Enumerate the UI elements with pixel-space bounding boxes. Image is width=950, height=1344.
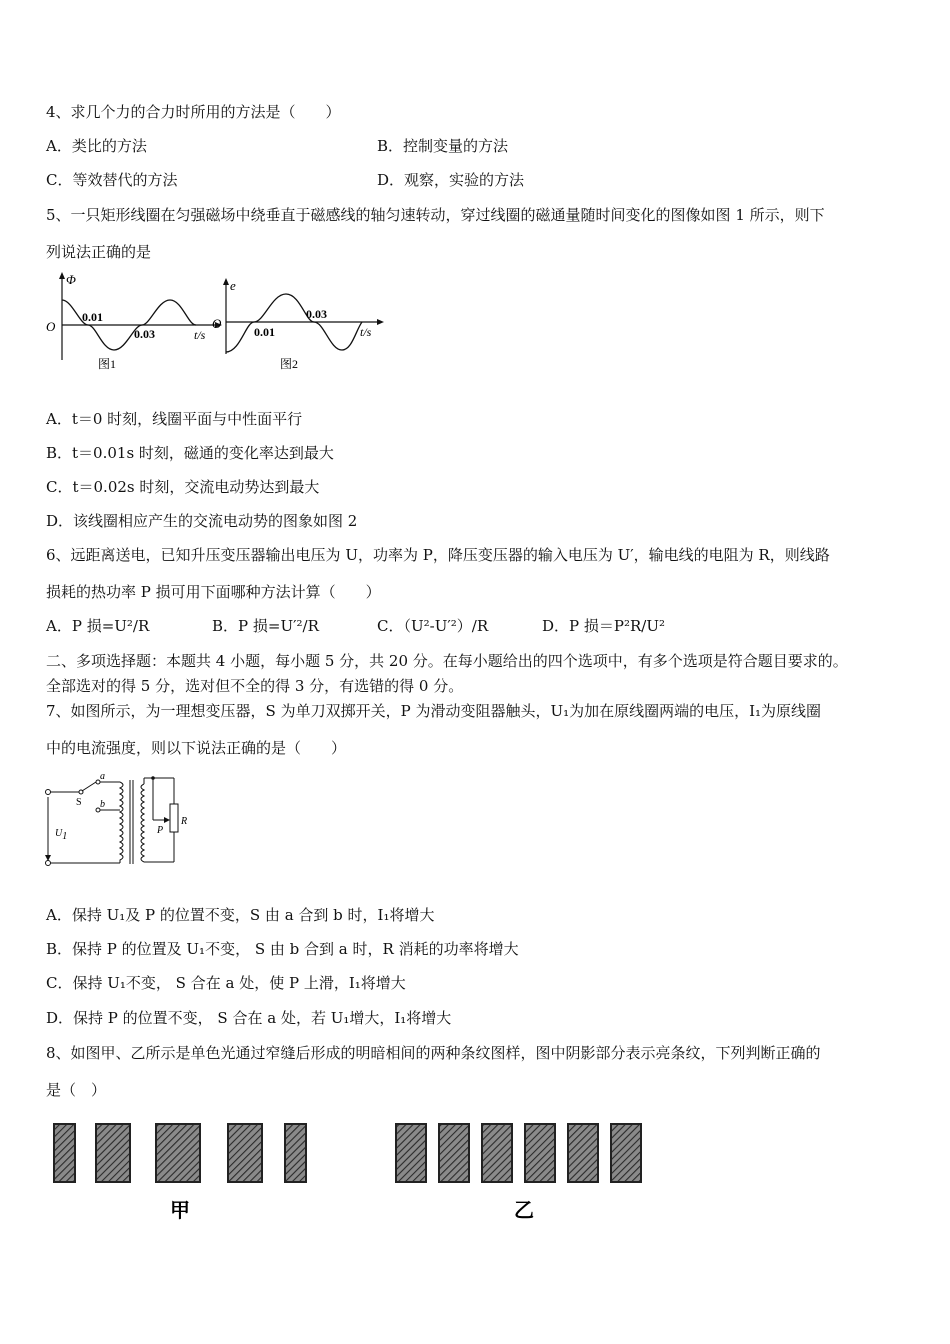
q7-stem-line1: 7、如图所示，为一理想变压器，S 为单刀双掷开关，P 为滑动变阻器触头，U₁为加在原线圈两端的电压，I₁为原线圈	[46, 702, 822, 720]
circuit-label-r: R	[181, 816, 188, 827]
q5-stem-line2: 列说法正确的是	[46, 243, 152, 261]
q6-option-c: C．（U²-U′²）/R	[377, 617, 489, 635]
fig1-ylabel: Φ	[66, 272, 76, 287]
q4-stem: 4、求几个力的合力时所用的方法是（ ）	[46, 103, 341, 121]
q6-option-d: D．P 损＝P²R/U²	[542, 617, 665, 635]
q7-option-c: C．保持 U₁不变， S 合在 a 处，使 P 上滑，I₁将增大	[46, 974, 406, 992]
section2-line2: 全部选对的得 5 分，选对但不全的得 3 分，有选错的得 0 分。	[46, 677, 464, 695]
fig1-caption: 图1	[98, 357, 117, 371]
q4-option-b: B．控制变量的方法	[377, 137, 509, 155]
fig1-xlabel: t/s	[194, 328, 206, 342]
q8-stem-line2: 是（ ）	[46, 1081, 107, 1099]
q6-option-a: A．P 损=U²/R	[46, 617, 150, 635]
jia-fringe-2	[96, 1124, 130, 1182]
fig2-ylabel: e	[230, 278, 236, 293]
q5-fig2	[212, 278, 384, 371]
q5-figure	[40, 270, 390, 382]
label-jia: 甲	[170, 1200, 190, 1222]
jia-fringe-4	[228, 1124, 262, 1182]
q7-stem-line2: 中的电流强度，则以下说法正确的是（ ）	[46, 739, 347, 757]
q4-option-a: A．类比的方法	[46, 137, 147, 155]
fig2-tick2: 0.03	[306, 307, 327, 321]
q8-stem-line1: 8、如图甲、乙所示是单色光通过窄缝后形成的明暗相间的两种条纹图样，图中阴影部分表示亮条纹，下列判断正确的	[46, 1044, 821, 1062]
q4-option-c: C．等效替代的方法	[46, 171, 178, 189]
fig2-origin: O	[212, 316, 222, 331]
q5-option-a: A．t＝0 时刻，线圈平面与中性面平行	[46, 410, 303, 428]
jia-fringe-5	[285, 1124, 306, 1182]
circuit-label-s: S	[76, 797, 82, 808]
q6-stem-line2: 损耗的热功率 P 损可用下面哪种方法计算（ ）	[46, 583, 381, 601]
fig1-tick1: 0.01	[82, 310, 103, 324]
fig1-origin: O	[46, 319, 56, 334]
yi-fringe-6	[611, 1124, 641, 1182]
q6-stem-line1: 6、远距离送电，已知升压变压器输出电压为 U，功率为 P，降压变压器的输入电压为 U′，输电线的电阻为 R，则线路	[46, 546, 830, 564]
circuit-label-p: P	[157, 825, 164, 836]
yi-fringe-2	[439, 1124, 469, 1182]
circuit-label-b: b	[100, 799, 105, 810]
yi-fringe-1	[396, 1124, 426, 1182]
yi-fringe-4	[525, 1124, 555, 1182]
yi-fringe-5	[568, 1124, 598, 1182]
yi-fringe-3	[482, 1124, 512, 1182]
q7-circuit-figure	[40, 770, 200, 870]
label-yi: 乙	[514, 1200, 534, 1222]
jia-fringe-3	[156, 1124, 200, 1182]
circuit-label-a: a	[100, 771, 105, 782]
q5-option-d: D．该线圈相应产生的交流电动势的图象如图 2	[46, 512, 358, 530]
q5-fig1	[46, 272, 222, 371]
q5-option-c: C．t＝0.02s 时刻，交流电动势达到最大	[46, 478, 320, 496]
jia-fringe-1	[54, 1124, 75, 1182]
q5-stem-line1: 5、一只矩形线圈在匀强磁场中绕垂直于磁感线的轴匀速转动，穿过线圈的磁通量随时间变化的图像如图 1 所示，则下	[46, 206, 825, 224]
fig2-caption: 图2	[280, 357, 299, 371]
q6-option-b: B．P 损=U′²/R	[212, 617, 319, 635]
q7-option-d: D．保持 P 的位置不变， S 合在 a 处，若 U₁增大，I₁将增大	[46, 1009, 452, 1027]
q7-option-a: A．保持 U₁及 P 的位置不变，S 由 a 合到 b 时，I₁将增大	[46, 906, 435, 924]
q4-option-d: D．观察，实验的方法	[377, 171, 525, 189]
fig2-tick1: 0.01	[254, 325, 275, 339]
q7-option-b: B．保持 P 的位置及 U₁不变， S 由 b 合到 a 时，R 消耗的功率将增大	[46, 940, 519, 958]
fig2-xlabel: t/s	[360, 325, 372, 339]
section2-line1: 二、多项选择题：本题共 4 小题，每小题 5 分，共 20 分。在每小题给出的四个选项中，有多个选项是符合题目要求的。	[46, 652, 848, 670]
fig1-tick2: 0.03	[134, 327, 155, 341]
q8-fringe-figure	[40, 1115, 660, 1225]
q5-option-b: B．t＝0.01s 时刻，磁通的变化率达到最大	[46, 444, 334, 462]
circuit-label-u1: U1	[55, 828, 68, 842]
